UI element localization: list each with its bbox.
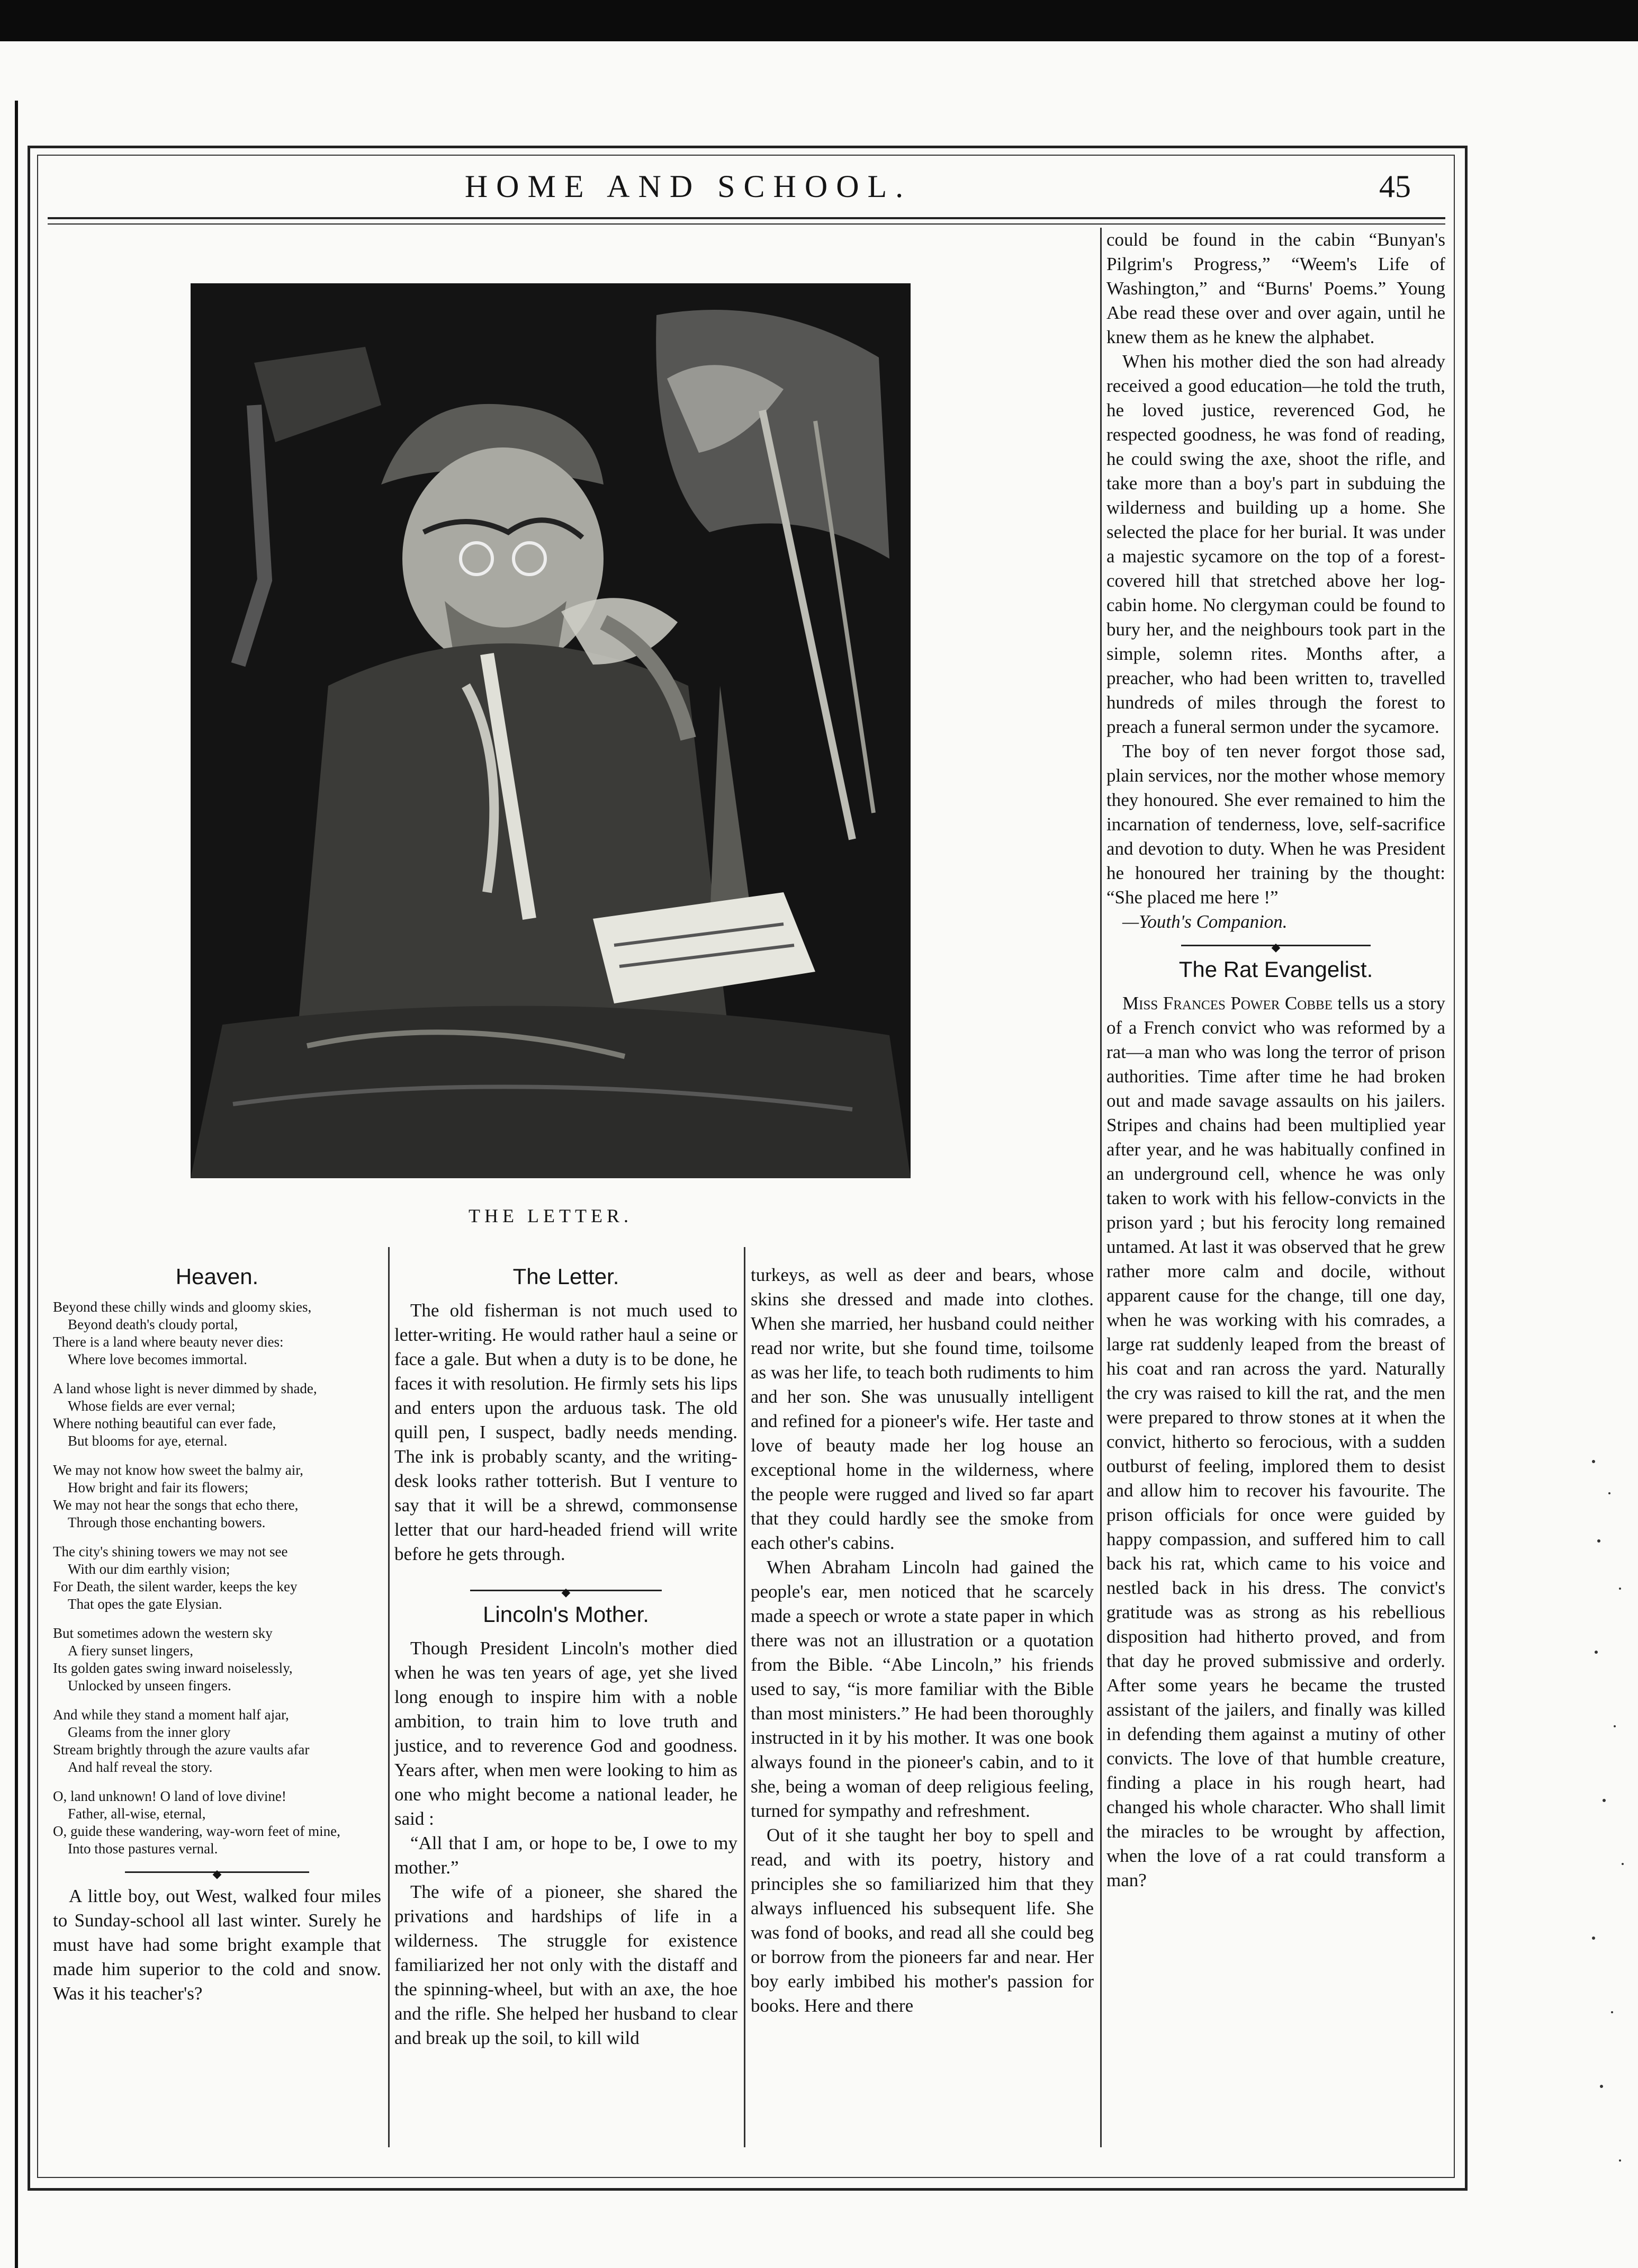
poem-stanza [53,1298,381,1368]
poem-line: Beyond these chilly winds and gloomy skies, [53,1299,312,1315]
lincoln-paragraph: When Abraham Lincoln had gained the people's ear, men noticed that he scarcely made a speech or wrote a state paper in which there was not an illustration or a quotation from the Bible. “Abe Lincoln,” his friends used to say, “is more familiar with the Bible than most ministers.” He had been thoroughly instructed in it by his mother. It was one book always found in the pioneer's cabin, and to it she, being a woman of deep religious feeling, turned for sympathy and refreshment. [751,1557,1094,1821]
poem-line: Gleams from the inner glory [68,1724,231,1740]
poem-line: O, guide these wandering, way-worn feet of mine, [53,1823,340,1839]
poem-line: For Death, the silent warder, keeps the key [53,1579,298,1594]
poem-stanza [53,1543,381,1613]
section-ornament [394,1588,737,1593]
lincoln-title: Lincoln's Mother. [483,1602,649,1627]
poem-line: And while they stand a moment half ajar, [53,1707,289,1723]
poem-stanza [53,1462,381,1531]
poem-line: But sometimes adown the western sky [53,1625,273,1641]
rat-lead: Miss Frances Power Cobbe [1122,993,1333,1014]
column-3 [751,1263,1094,2018]
letter-paragraph: The old fisherman is not much used to letter-writing. He would rather haul a seine or face a gale. But when a duty is to be done, he faces it with resolution. He firmly sets his lips and enters upon the arduous task. The old quill pen, I suspect, badly needs mending. The ink is probably scanty, and the writing-desk looks rather totterish. But I venture to say that it will be a shrewd, commonsense letter that our hard-headed friend will write before he gets through. [394,1300,737,1564]
column-4 [1106,228,1445,1893]
engraving-art [191,283,911,1178]
rat-paragraph [1106,991,1445,1893]
lincoln-paragraph: could be found in the cabin “Bunyan's Pilgrim's Progress,” “Weem's Life of Washington,” and “Burns' Poems.” Young Abe read these over and over again, until he knew them as he knew the alphabet. [1106,229,1445,347]
poem-line: O, land unknown! O land of love divine! [53,1788,286,1804]
poem-line: Where nothing beautiful can ever fade, [53,1415,276,1431]
fisherman-engraving [191,283,911,1178]
lincoln-paragraph: When his mother died the son had already received a good education—he told the truth, he loved justice, reverenced God, he respected goodness, he was fond of reading, he could swing the axe, shoot the rifle, and take more than a boy's part in subduing the wilderness and building up a home. She selected the place for her burial. It was under a majestic sycamore on the top of a forest-covered hill that stretched above her log-cabin home. No clergyman could be found to bury her, and the neighbours took part in the simple, solemn rites. Months after, a preacher, who had been written to, travelled hundreds of miles through the forest to preach a funeral sermon under the sycamore. [1106,351,1445,737]
anecdote-paragraph: A little boy, out West, walked four miles to Sunday-school all last winter. Surely he must have had some bright example that made him superior to the cold and snow. Was it his teacher's? [53,1886,381,2004]
poem-line: Stream brightly through the azure vaults afar [53,1742,310,1758]
column-rule [1100,228,1102,2147]
lincoln-paragraph: The wife of a pioneer, she shared the privations and hardships of life in a wilderness. The struggle for existence familiarized her not only with the distaff and the spinning-wheel, but with an axe, the hoe and the rifle. She helped her husband to clear and break up the soil, to kill wild [394,1881,737,2048]
poem-line: The city's shining towers we may not see [53,1544,288,1559]
rat-body: tells us a story of a French convict who was reformed by a rat—a man who was long the terror of prison authorities. Time after time he had broken out and made savage assaults on his jailers. Stripes and chains had been multiplied year after year, and he was habitually confined in an underground cell, whence he was only taken to work with his fellow-convicts in the prison yard ; but his ferocity long remained untamed. At last it was observed that he grew rather more calm and docile, without apparent cause for the change, till one day, when he was working with his comrades, a large rat suddenly leaped from the breast of his coat and ran across the yard. Naturally the cry was raised to kill the rat, and the men were prepared to throw stones at it when the convict, hitherto so ferocious, with a sudden outburst of feeling, implored them to desist and allow him to recover his favourite. The prison officials for once were guided by happy compassion, and suffered him to call back his rat, which came to his voice and nestled back in his dress. The convict's gratitude was as strong as his rebellious disposition had hitherto proved, and from that day he proved submissive and orderly. After some years he became the trusted assistant of the jailers, and finally was killed in defending them against a mutiny of other convicts. The love of that humble creature, finding a place in his rough heart, had changed his whole character. Who shall limit the miracles to be wrought by affection, when the love of a rat could transform a man? [1106,993,1446,1890]
section-ornament [53,1869,381,1875]
poem-line: Beyond death's cloudy portal, [68,1316,238,1332]
poem-line: That opes the gate Elysian. [68,1596,222,1612]
heaven-title: Heaven. [175,1264,259,1289]
poem-line: A land whose light is never dimmed by shade, [53,1380,317,1396]
section-ornament [1106,943,1445,948]
scan-top-edge [0,0,1638,41]
poem-line: How bright and fair its flowers; [68,1480,249,1495]
header-rule [48,217,1445,219]
poem-line: Whose fields are ever vernal; [68,1398,236,1414]
lincoln-quote: “All that I am, or hope to be, I owe to my mother.” [394,1833,737,1878]
poem-line: Father, all-wise, eternal, [68,1806,206,1822]
scan-left-edge [15,101,18,2268]
poem-stanza [53,1380,381,1450]
poem-line: Its golden gates swing inward noiselessly, [53,1660,293,1676]
column-2 [394,1260,737,2050]
page-number: 45 [1379,169,1411,204]
poem-stanza [53,1788,381,1858]
lincoln-paragraph: turkeys, as well as deer and bears, whose skins she dressed and made into clothes. When she married, her husband could neither read nor write, but she found time, toilsome as was her life, to teach both rudiments to him and her son. She was unusually intelligent and refined for a pioneer's wife. Her taste and love of beauty made her log house an exceptional home in the wilderness, where the people were rugged and lived so far apart that they could hardly see the smoke from each other's cabins. [751,1265,1094,1553]
poem-line: And half reveal the story. [68,1759,213,1775]
engraving-caption: THE LETTER. [469,1205,633,1226]
rat-title: The Rat Evangelist. [1178,957,1373,982]
poem-line: Where love becomes immortal. [68,1351,247,1367]
letter-title: The Letter. [512,1264,619,1289]
poem-stanza [53,1706,381,1776]
column-1 [53,1260,381,2006]
scan-specks [1583,1430,1631,2224]
lincoln-paragraph: Though President Lincoln's mother died when he was ten years of age, yet she lived long enough to inspire him with a noble ambition, to train him to love truth and justice, and to reverence God and goodness. Years after, when men were looking to him as one who might become a national leader, he said : [394,1638,737,1829]
running-head: HOME AND SCHOOL. [464,169,912,204]
poem-line: But blooms for aye, eternal. [68,1433,228,1449]
poem-line: There is a land where beauty never dies: [53,1334,284,1350]
column-rule [744,1247,745,2147]
lincoln-paragraph: The boy of ten never forgot those sad, plain services, nor the mother whose memory they honoured. She ever remained to him the incarnation of tenderness, love, self-sacrifice and devotion to duty. When he was President he honoured her training by the thought: “She placed me here !” [1106,741,1445,908]
heaven-poem [53,1298,381,1858]
lincoln-source: —Youth's Companion. [1122,911,1288,932]
poem-line: With our dim earthly vision; [68,1561,230,1577]
header-rule-thin [48,223,1445,225]
poem-line: A fiery sunset lingers, [68,1643,193,1659]
poem-line: We may not know how sweet the balmy air, [53,1462,303,1478]
poem-line: Into those pastures vernal. [68,1841,218,1857]
poem-stanza [53,1625,381,1695]
poem-line: Unlocked by unseen fingers. [68,1678,231,1693]
column-rule [388,1247,390,2147]
poem-line: Through those enchanting bowers. [68,1514,266,1530]
poem-line: We may not hear the songs that echo there, [53,1497,299,1513]
lincoln-paragraph: Out of it she taught her boy to spell and read, and with its poetry, history and principles she so familiarized him that they always influenced his subsequent life. She was fond of books, and read all she could beg or borrow from the pioneers far and near. Her boy early imbibed his mother's passion for books. Here and there [751,1825,1094,2016]
